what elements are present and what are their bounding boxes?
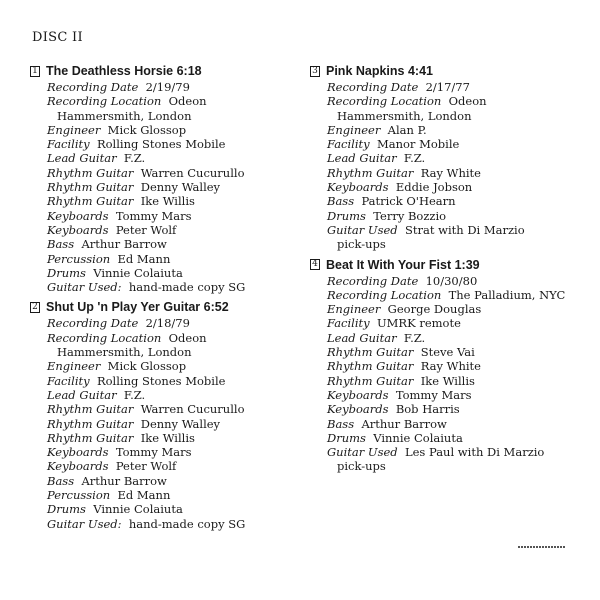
credit-value: Warren Cucurullo xyxy=(140,165,245,180)
credit-value: UMRK remote xyxy=(376,316,461,331)
credit-label: Bass xyxy=(47,237,75,252)
credit-label: Lead Guitar xyxy=(327,151,397,166)
track-3 xyxy=(310,62,575,252)
credit-row xyxy=(30,517,295,531)
credit-label: Rhythm Guitar xyxy=(327,165,414,180)
credit-label: Recording Date xyxy=(47,80,139,94)
credit-label: Rhythm Guitar xyxy=(47,430,134,445)
credit-value: 2/18/79 xyxy=(145,316,190,331)
credit-value: Arthur Barrow xyxy=(81,237,167,252)
credit-row xyxy=(30,209,295,223)
credit-label: Engineer xyxy=(47,359,101,374)
credit-row xyxy=(310,417,575,431)
credit-value: F.Z. xyxy=(403,151,426,166)
credit-row xyxy=(310,359,575,373)
credit-value: Tommy Mars xyxy=(115,445,192,460)
credit-value: Terry Bozzio xyxy=(373,208,447,223)
credit-label: Facility xyxy=(47,137,90,152)
credit-row xyxy=(30,280,295,294)
credit-label: Guitar Used: xyxy=(47,516,122,531)
credit-row xyxy=(30,151,295,165)
credit-row xyxy=(310,431,575,445)
credit-label: Facility xyxy=(327,137,370,152)
credit-row xyxy=(30,488,295,502)
credit-value-continuation: pick-ups xyxy=(337,237,386,252)
credit-row xyxy=(30,194,295,208)
credit-label: Lead Guitar xyxy=(327,330,397,345)
credit-value: Ike Willis xyxy=(140,194,195,209)
credit-value: Odeon xyxy=(168,94,207,109)
credit-label: Keyboards xyxy=(327,387,389,402)
credit-label: Rhythm Guitar xyxy=(47,194,134,209)
credit-row xyxy=(310,388,575,402)
credit-value: George Douglas xyxy=(387,302,482,317)
track-heading xyxy=(310,62,575,80)
credit-row xyxy=(310,302,575,316)
disc-label: DISC II xyxy=(32,30,83,45)
credit-row xyxy=(30,237,295,251)
left-column xyxy=(30,62,295,535)
credit-row xyxy=(30,417,295,431)
credit-value: Tommy Mars xyxy=(395,387,472,402)
credit-value: hand-made copy SG xyxy=(128,516,246,531)
credit-row xyxy=(30,223,295,237)
credit-row xyxy=(310,223,575,237)
credit-value: Mick Glossop xyxy=(107,359,187,374)
credit-row xyxy=(310,194,575,208)
credit-row xyxy=(30,388,295,402)
credit-value-continuation: Hammersmith, London xyxy=(337,108,472,123)
credit-value: Vinnie Colaiuta xyxy=(93,502,183,517)
credit-row xyxy=(30,402,295,416)
track-title: Pink Napkins 4:41 xyxy=(326,64,433,78)
credit-row xyxy=(310,288,575,302)
credit-row xyxy=(30,166,295,180)
credit-label: Drums xyxy=(47,265,86,280)
credit-row xyxy=(30,359,295,373)
credit-row xyxy=(30,80,295,94)
credit-value: Vinnie Colaiuta xyxy=(93,265,183,280)
credit-label: Rhythm Guitar xyxy=(327,359,414,374)
credit-label: Recording Location xyxy=(327,287,442,302)
credit-row xyxy=(310,345,575,359)
credit-value: Eddie Jobson xyxy=(395,180,473,195)
credit-value: Manor Mobile xyxy=(376,137,460,152)
track-title: The Deathless Horsie 6:18 xyxy=(46,64,202,78)
credit-value: Strat with Di Marzio xyxy=(404,222,525,237)
credit-value: Rolling Stones Mobile xyxy=(96,373,226,388)
credit-row xyxy=(310,80,575,94)
credit-value: Arthur Barrow xyxy=(81,473,167,488)
credit-row xyxy=(30,374,295,388)
credit-row xyxy=(310,374,575,388)
credit-label: Recording Location xyxy=(47,94,162,109)
credit-row xyxy=(30,331,295,345)
track-title: Beat It With Your Fist 1:39 xyxy=(326,257,480,272)
credit-value: Mick Glossop xyxy=(107,122,187,137)
credit-row xyxy=(30,459,295,473)
credit-value: Rolling Stones Mobile xyxy=(96,137,226,152)
credit-label: Facility xyxy=(327,316,370,331)
credit-value: Arthur Barrow xyxy=(361,416,447,431)
credit-value: The Palladium, NYC xyxy=(448,287,566,302)
credit-label: Keyboards xyxy=(47,459,109,474)
track-heading xyxy=(30,298,295,316)
credit-value-continuation: Hammersmith, London xyxy=(57,345,192,360)
credit-row xyxy=(30,431,295,445)
credit-label: Rhythm Guitar xyxy=(47,402,134,417)
track-number-box: 1 xyxy=(30,66,40,77)
credit-value: Bob Harris xyxy=(395,402,460,417)
credit-value: Steve Vai xyxy=(420,345,475,360)
credit-value: Warren Cucurullo xyxy=(140,402,245,417)
credit-label: Facility xyxy=(47,373,90,388)
track-2 xyxy=(30,298,295,530)
credit-value: Alan P. xyxy=(387,122,427,137)
credit-label: Rhythm Guitar xyxy=(47,416,134,431)
credit-label: Recording Date xyxy=(327,80,419,94)
credit-label: Guitar Used: xyxy=(47,280,122,295)
credit-row xyxy=(30,316,295,330)
credit-label: Percussion xyxy=(47,488,111,503)
credit-row xyxy=(310,274,575,288)
credit-value: F.Z. xyxy=(123,387,146,402)
credit-label: Recording Location xyxy=(327,94,442,109)
credit-row xyxy=(310,151,575,165)
credit-row xyxy=(310,316,575,330)
track-4 xyxy=(310,256,575,474)
track-1 xyxy=(30,62,295,294)
credit-label: Guitar Used xyxy=(327,222,398,237)
track-heading xyxy=(30,62,295,80)
credit-label: Percussion xyxy=(47,251,111,266)
credit-label: Engineer xyxy=(327,302,381,317)
credit-row xyxy=(30,474,295,488)
credit-value: Ed Mann xyxy=(117,488,171,503)
credit-value: Les Paul with Di Marzio xyxy=(404,445,545,460)
credit-row xyxy=(30,180,295,194)
credit-label: Rhythm Guitar xyxy=(327,345,414,360)
credit-row xyxy=(310,402,575,416)
credit-value: Denny Walley xyxy=(140,416,221,431)
credit-label: Drums xyxy=(47,502,86,517)
credit-row xyxy=(310,123,575,137)
credit-label: Lead Guitar xyxy=(47,387,117,402)
credit-value: F.Z. xyxy=(403,330,426,345)
credit-value: Tommy Mars xyxy=(115,208,192,223)
credit-row xyxy=(310,331,575,345)
credit-row xyxy=(310,180,575,194)
credit-row xyxy=(310,166,575,180)
credit-label: Keyboards xyxy=(47,445,109,460)
credit-row xyxy=(310,445,575,459)
credit-label: Recording Location xyxy=(47,330,162,345)
credit-label: Engineer xyxy=(47,122,101,137)
credit-value: Peter Wolf xyxy=(115,222,177,237)
credit-row xyxy=(310,94,575,108)
credit-value: Denny Walley xyxy=(140,180,221,195)
credit-value: Ike Willis xyxy=(140,430,195,445)
credit-label: Keyboards xyxy=(327,402,389,417)
credit-label: Lead Guitar xyxy=(47,151,117,166)
credit-value: Ray White xyxy=(420,165,481,180)
credit-label: Rhythm Guitar xyxy=(47,165,134,180)
credit-value: Ike Willis xyxy=(420,373,475,388)
credit-label: Engineer xyxy=(327,122,381,137)
credit-row xyxy=(30,266,295,280)
credit-label: Guitar Used xyxy=(327,445,398,460)
credit-row xyxy=(30,137,295,151)
credit-value: Peter Wolf xyxy=(115,459,177,474)
credit-value: Odeon xyxy=(168,330,207,345)
credit-label: Bass xyxy=(47,473,75,488)
credit-label: Keyboards xyxy=(327,180,389,195)
credit-label: Drums xyxy=(327,430,366,445)
track-heading xyxy=(310,256,575,274)
credit-value: hand-made copy SG xyxy=(128,280,246,295)
credit-label: Recording Date xyxy=(47,316,139,331)
credit-row xyxy=(30,502,295,516)
credit-value-continuation: Hammersmith, London xyxy=(57,108,192,123)
credit-value: Odeon xyxy=(448,94,487,109)
credit-value: 10/30/80 xyxy=(425,273,478,288)
track-number-box: 3 xyxy=(310,66,320,77)
track-number-box: 4 xyxy=(310,259,320,270)
credit-label: Bass xyxy=(327,416,355,431)
credit-row xyxy=(30,123,295,137)
credit-value: Vinnie Colaiuta xyxy=(373,430,463,445)
credit-value: F.Z. xyxy=(123,151,146,166)
track-number-box: 2 xyxy=(30,302,40,313)
credit-row xyxy=(310,209,575,223)
credit-label: Recording Date xyxy=(327,273,419,288)
credit-row xyxy=(30,94,295,108)
credit-row xyxy=(310,137,575,151)
right-column xyxy=(310,62,575,478)
credit-label: Keyboards xyxy=(47,208,109,223)
credit-label: Rhythm Guitar xyxy=(327,373,414,388)
credit-value: 2/17/77 xyxy=(425,80,470,94)
credit-row xyxy=(30,252,295,266)
credit-value: Patrick O'Hearn xyxy=(361,194,456,209)
barcode-mark xyxy=(518,546,566,548)
credit-label: Bass xyxy=(327,194,355,209)
credit-row xyxy=(30,445,295,459)
credit-label: Keyboards xyxy=(47,222,109,237)
credit-value-continuation: pick-ups xyxy=(337,459,386,474)
credit-value: Ed Mann xyxy=(117,251,171,266)
credit-value: 2/19/79 xyxy=(145,80,190,94)
track-title: Shut Up 'n Play Yer Guitar 6:52 xyxy=(46,300,229,315)
credit-label: Rhythm Guitar xyxy=(47,180,134,195)
credit-value: Ray White xyxy=(420,359,481,374)
credit-label: Drums xyxy=(327,208,366,223)
